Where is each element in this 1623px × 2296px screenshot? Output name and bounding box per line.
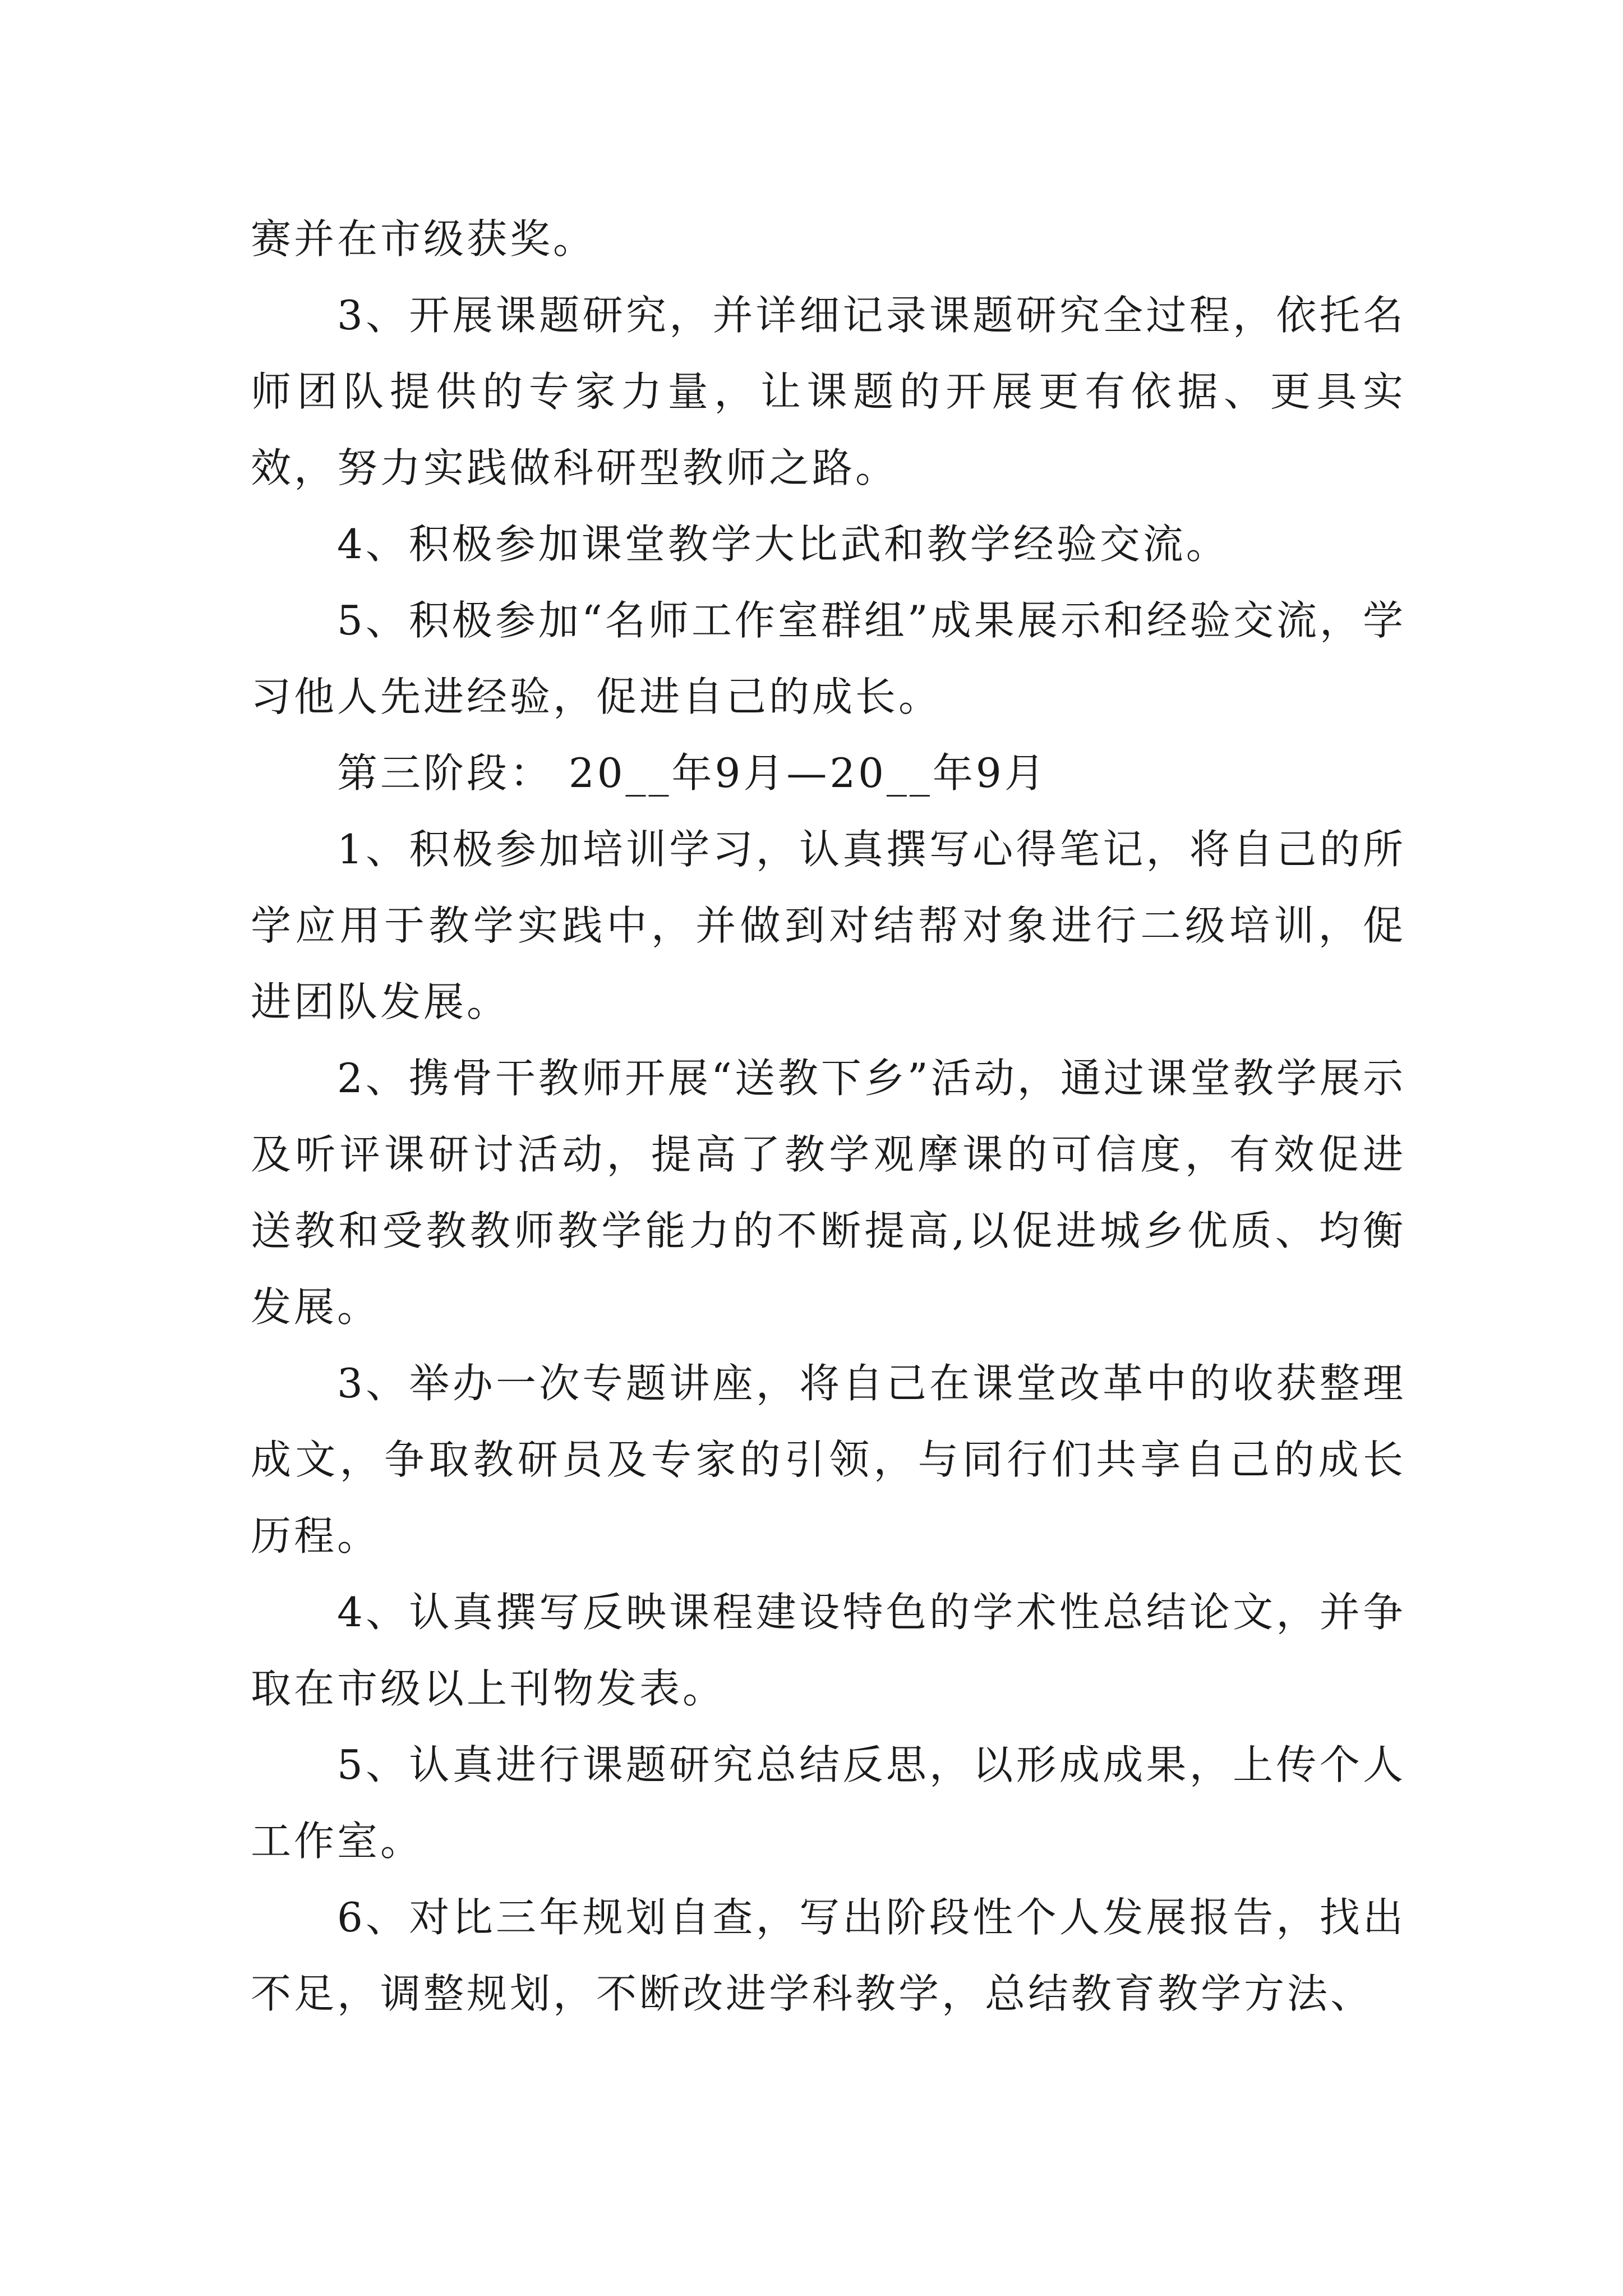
- phase-three-heading: 第三阶段： 20__年9月—20__年9月: [337, 749, 1048, 797]
- paragraph-item-4-competition: 4、积极参加课堂教学大比武和教学经验交流。: [337, 521, 1229, 568]
- paragraph-item-4-paper: 4、认真撰写反映课程建设特色的学术性总结论文，并争取在市级以上刊物发表。: [251, 1589, 1406, 1712]
- paragraph-continuation: 赛并在市级获奖。: [251, 215, 597, 263]
- paragraph-item-1-training: 1、积极参加培训学习，认真撰写心得笔记，将自己的所学应用于教学实践中，并做到对结帮对象进行二级培训，促进团队发展。: [251, 826, 1406, 1025]
- paragraph-item-3-research: 3、开展课题研究，并详细记录课题研究全过程，依托名师团队提供的专家力量，让课题的开展更有依据、更具实效，努力实践做科研型教师之路。: [251, 292, 1406, 491]
- paragraph-item-3-lecture: 3、举办一次专题讲座，将自己在课堂改革中的收获整理成文，争取教研员及专家的引领，与同行们共享自己的成长历程。: [251, 1360, 1406, 1559]
- paragraph-item-6-selfcheck: 6、对比三年规划自查，写出阶段性个人发展报告，找出不足，调整规划，不断改进学科教学，总结教育教学方法、: [251, 1894, 1406, 2017]
- paragraph-item-5-summary: 5、认真进行课题研究总结反思，以形成成果，上传个人工作室。: [251, 1741, 1406, 1865]
- paragraph-item-5-showcase: 5、积极参加“名师工作室群组”成果展示和经验交流，学习他人先进经验，促进自己的成长。: [251, 597, 1406, 720]
- document-body: [251, 201, 1406, 2032]
- paragraph-item-2-outreach: 2、携骨干教师开展“送教下乡”活动，通过课堂教学展示及听评课研讨活动，提高了教学观摩课的可信度，有效促进送教和受教教师教学能力的不断提高,以促进城乡优质、均衡发展。: [251, 1055, 1406, 1331]
